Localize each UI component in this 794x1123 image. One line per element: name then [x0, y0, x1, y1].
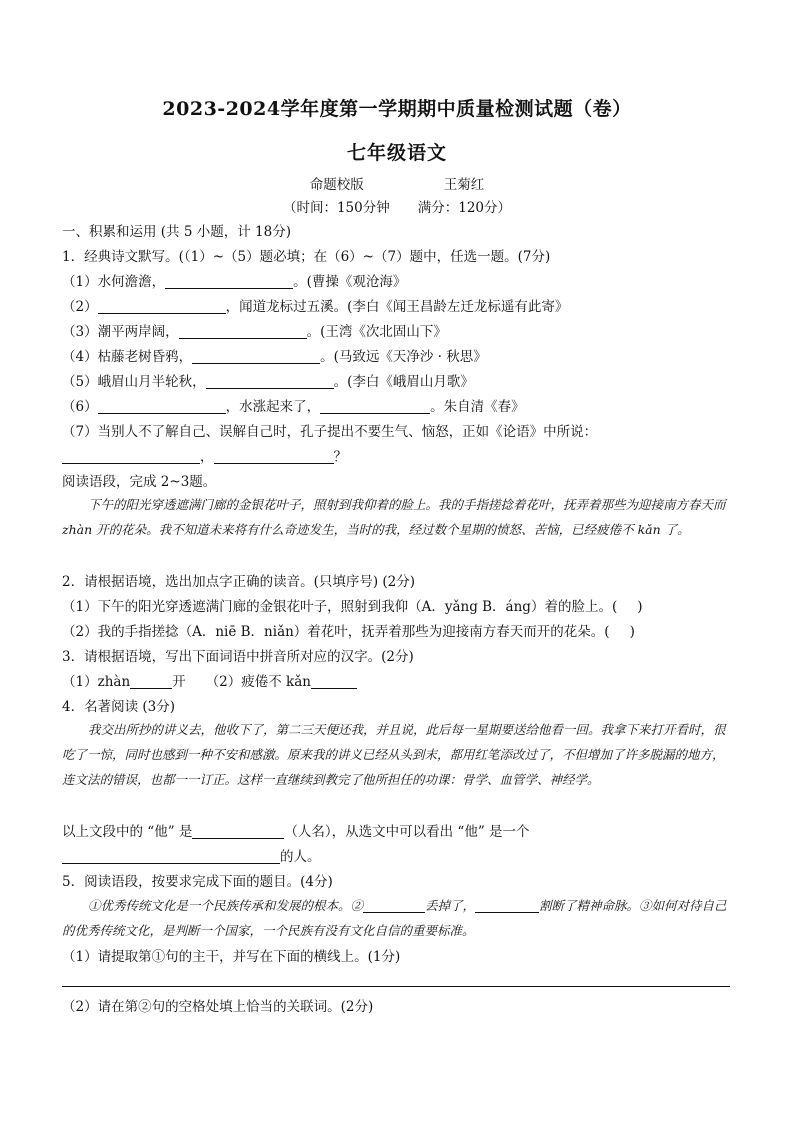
- q1-line6: （6） ，水涨起来了， 。朱自清《春》: [62, 399, 525, 415]
- answer-blank[interactable]: [311, 674, 357, 689]
- author-line: [0, 176, 794, 194]
- answer-blank[interactable]: [214, 449, 334, 464]
- answer-blank[interactable]: [98, 399, 226, 414]
- q4-stem: 4．名著阅读 (3分): [62, 699, 176, 715]
- section-heading: 一、积累和运用 (共 5 小题，计 18分): [62, 224, 291, 240]
- q1-line4: （4）枯藤老树昏鸦， 。(马致远《天净沙 · 秋思》: [62, 349, 487, 365]
- q1-line8: ， ？: [62, 448, 347, 466]
- q1-line7: （7）当别人不了解自己、误解自己时，孔子提出不要生气、恼怒，正如《论语》中所说：: [62, 424, 598, 440]
- answer-blank[interactable]: [192, 824, 284, 839]
- answer-blank[interactable]: [165, 274, 293, 289]
- answer-blank[interactable]: [62, 449, 200, 464]
- answer-blank[interactable]: [62, 849, 280, 864]
- q5-sub2: （2）请在第②句的空格处填上恰当的关联词。(2分): [62, 999, 374, 1015]
- exam-title: 2023-2024学年度第一学期期中质量检测试题（卷）: [162, 98, 632, 120]
- reading-passage-1: 下午的阳光穿透遮满门廊的金银花叶子，照射到我仰着的脸上。我的手指搓捻着花叶，抚弄着那些为迎接南方春天而 zhàn 开的花朵。我不知道未来将有什么奇迹发生，当时的我，经过数个星期的愤怒、苦恼，已经疲倦不 kǎn 了。: [62, 497, 726, 537]
- q2-stem: 2．请根据语境，选出加点字正确的读音。(只填序号) (2分): [62, 574, 416, 590]
- q1-line5: （5）峨眉山月半轮秋， 。(李白《峨眉山月歌》: [62, 374, 474, 390]
- answer-blank[interactable]: [206, 374, 334, 389]
- q1-stem: 1．经典诗文默写。(（1）~（5）题必填；在（6）~（7）题中，任选一题。(7分): [62, 249, 551, 265]
- q3-stem: 3．请根据语境，写出下面词语中拼音所对应的汉字。(2分): [62, 649, 414, 665]
- q3-items: （1）zhàn 开 （2）疲倦不 kǎn: [62, 673, 357, 691]
- q1-line3: （3）潮平两岸阔， 。(王湾《次北固山下》: [62, 324, 447, 340]
- answer-blank[interactable]: [320, 399, 430, 414]
- exam-score: 满分：120分）: [417, 200, 512, 216]
- q5-sub1: （1）请提取第①句的主干，并写在下面的横线上。(1分): [62, 949, 401, 965]
- exam-subject: 七年级语文: [346, 142, 447, 164]
- author-label: 命题校版: [309, 177, 364, 193]
- q4-ask: 以上文段中的 “他” 是 （人名），从选文中可以看出 “他” 是一个: [62, 824, 530, 840]
- answer-blank[interactable]: [130, 674, 172, 689]
- time-score-line: [0, 199, 794, 217]
- exam-time: （时间：150分钟: [282, 200, 390, 216]
- answer-line[interactable]: [62, 986, 730, 987]
- q4-ask-end: 的人。: [62, 848, 321, 866]
- q5-stem: 5．阅读语段，按要求完成下面的题目。(4分): [62, 874, 333, 890]
- q2-a: （1）下午的阳光穿透遮满门廊的金银花叶子，照射到我仰（A．yǎng B．áng）着的脸上。( ): [62, 599, 643, 615]
- answer-blank[interactable]: [98, 299, 226, 314]
- q1-line2: （2） ，闻道龙标过五溪。(李白《闻王昌龄左迁龙标遥有此寄》: [62, 299, 569, 315]
- answer-blank[interactable]: [179, 324, 307, 339]
- q5-passage: ①优秀传统文化是一个民族传承和发展的根本。② 丢掉了， 割断了精神命脉。③如何对待自己的优秀传统文化，是判断一个国家，一个民族有没有文化自信的重要标准。: [62, 898, 727, 938]
- reading-intro: 阅读语段，完成 2~3题。: [62, 474, 217, 490]
- q1-line1: （1）水何澹澹， 。(曹操《观沧海》: [62, 274, 407, 290]
- answer-blank[interactable]: [363, 898, 425, 913]
- answer-blank[interactable]: [192, 349, 320, 364]
- author-name: 王菊红: [443, 177, 485, 193]
- q4-passage: 我交出所抄的讲义去，他收下了，第二三天便还我，并且说，此后每一星期要送给他看一回。我拿下来打开看时，很吃了一惊，同时也感到一种不安和感激。原来我的讲义已经从头到末，都用红笔添改过了，不但增加了许多脱漏的地方，连文法的错误，也都一一订正。这样一直继续到教完了他所担任的功课：骨学、血管学、神经学。: [62, 722, 726, 787]
- q2-b: （2）我的手指搓捻（A．niē B．niǎn）着花叶，抚弄着那些为迎接南方春天而开的花朵。( ): [62, 624, 635, 640]
- answer-blank[interactable]: [475, 898, 539, 913]
